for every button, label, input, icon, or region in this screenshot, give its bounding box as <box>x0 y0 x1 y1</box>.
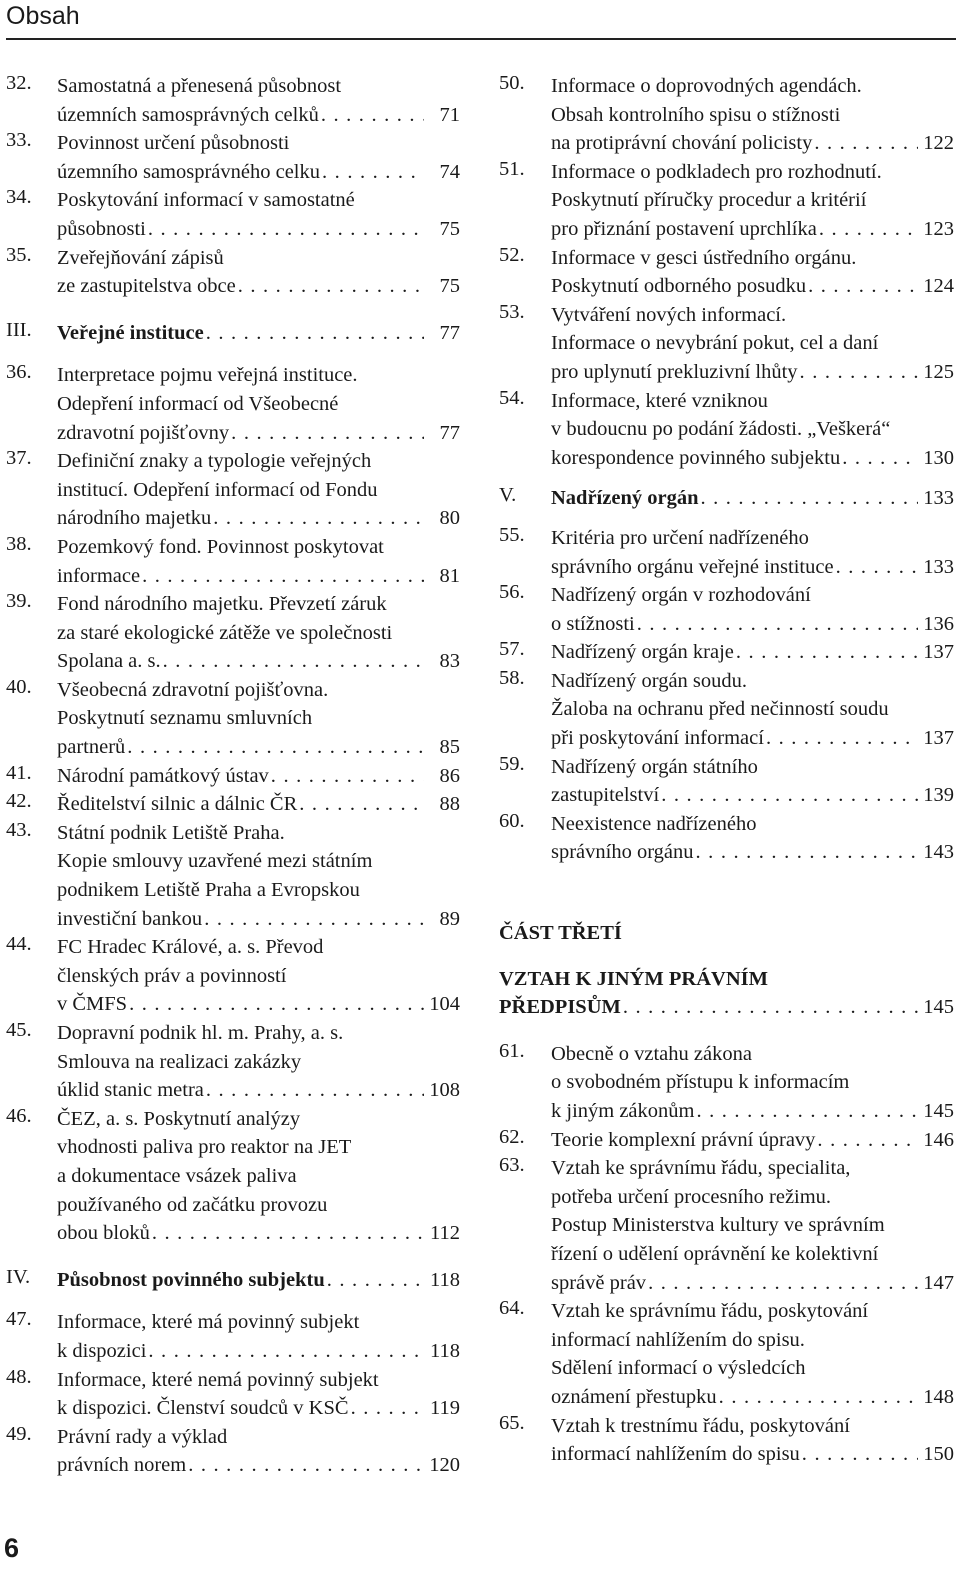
entry-number: 65. <box>499 1411 525 1434</box>
entry-title-line: Poskytnutí seznamu smluvních <box>57 707 313 730</box>
spacer <box>6 347 460 361</box>
toc-entry[interactable] <box>6 72 460 129</box>
entry-number: 47. <box>6 1308 32 1331</box>
toc-entry[interactable] <box>6 790 460 819</box>
entry-title-line: na protiprávní chování policisty <box>551 132 813 155</box>
entry-last-line <box>6 762 460 791</box>
entry-title-line: Interpretace pojmu veřejná instituce. <box>57 364 358 387</box>
entry-last-line <box>499 1126 954 1155</box>
toc-entry[interactable] <box>6 129 460 186</box>
leader-dots <box>206 1076 424 1105</box>
toc-entry[interactable] <box>6 447 460 533</box>
entry-last-line <box>499 272 954 301</box>
entry-title-line: územních samosprávných celků <box>57 103 319 126</box>
leader-dots <box>800 358 918 387</box>
toc-entry[interactable] <box>6 1308 460 1365</box>
entry-title-line: informací nahlížením do spisu. <box>551 1328 805 1351</box>
entry-page-number: 74 <box>439 160 460 183</box>
header-title: Obsah <box>6 2 80 30</box>
entry-number: 53. <box>499 300 525 323</box>
leader-dots <box>808 272 918 301</box>
entry-number: 49. <box>6 1422 32 1445</box>
entry-last-line <box>499 129 954 158</box>
entry-number: 40. <box>6 675 32 698</box>
entry-number: 58. <box>499 666 525 689</box>
entry-page-number: 104 <box>429 993 460 1016</box>
entry-title-line: informací nahlížením do spisu <box>551 1443 800 1466</box>
entry-title-line: Informace v gesci ústředního orgánu. <box>551 246 857 269</box>
entry-last-line <box>6 733 460 762</box>
entry-title-line: Obsah kontrolního spisu o stížnosti <box>551 103 841 126</box>
entry-title-line: používaného od začátku provozu <box>57 1193 328 1216</box>
part-heading: VZTAH K JINÝM PRÁVNÍM <box>499 967 768 990</box>
leader-dots <box>817 1126 918 1155</box>
toc-part-entry[interactable] <box>499 484 954 513</box>
entry-number: 63. <box>499 1154 525 1177</box>
leader-dots <box>719 1383 918 1412</box>
leader-dots <box>819 215 918 244</box>
entry-number: V. <box>499 484 517 507</box>
entry-title-line: pro přiznání postavení uprchlíka <box>551 217 817 240</box>
entry-page-number: 139 <box>923 784 954 807</box>
entry-number: 50. <box>499 72 525 94</box>
entry-number: 41. <box>6 761 32 784</box>
entry-page-number: 89 <box>439 907 460 930</box>
toc-part-entry[interactable] <box>6 319 460 348</box>
entry-last-line <box>6 215 460 244</box>
entry-last-line <box>6 319 460 348</box>
entry-number: 62. <box>499 1125 525 1148</box>
entry-page-number: 148 <box>923 1385 954 1408</box>
entry-number: 42. <box>6 790 32 813</box>
entry-page-number: 147 <box>923 1271 954 1294</box>
entry-last-line <box>499 553 954 582</box>
leader-dots <box>231 419 424 448</box>
entry-title-line: Informace o nevybrání pokut, cel a daní <box>551 332 879 355</box>
entry-number: 51. <box>499 157 525 180</box>
leader-dots <box>321 101 424 130</box>
entry-page-number: 122 <box>923 132 954 155</box>
entry-title-line: Nadřízený orgán <box>551 487 699 510</box>
entry-number: 57. <box>499 638 525 661</box>
entry-number: 35. <box>6 243 32 266</box>
spacer <box>499 948 954 965</box>
toc-entry[interactable] <box>499 158 954 244</box>
leader-dots <box>766 724 918 753</box>
entry-number: 38. <box>6 532 32 555</box>
entry-page-number: 145 <box>923 996 954 1019</box>
leader-dots <box>623 993 918 1022</box>
entry-last-line <box>6 1219 460 1248</box>
entry-title-line: Zveřejňování zápisů <box>57 246 224 269</box>
entry-title-line: o svobodném přístupu k informacím <box>551 1071 850 1094</box>
toc-entry[interactable] <box>6 244 460 301</box>
leader-dots <box>327 1266 424 1295</box>
leader-dots <box>696 838 918 867</box>
leader-dots <box>152 1219 424 1248</box>
entry-title-line: k dispozici <box>57 1339 147 1362</box>
leader-dots <box>696 1097 918 1126</box>
entry-number: 59. <box>499 752 525 775</box>
leader-dots <box>836 553 918 582</box>
entry-title-line: Teorie komplexní právní úpravy <box>551 1128 816 1151</box>
entry-title-line: Spolana a. s. <box>57 650 161 673</box>
entry-title-line: národního majetku <box>57 507 212 530</box>
toc-entry[interactable] <box>499 1412 954 1469</box>
toc-entry[interactable] <box>6 762 460 791</box>
entry-last-line <box>499 781 954 810</box>
leader-dots <box>299 790 424 819</box>
toc-entry[interactable] <box>499 524 954 581</box>
entry-last-line <box>499 1269 954 1298</box>
toc-entry[interactable] <box>6 933 460 1019</box>
entry-number: 56. <box>499 581 525 604</box>
entry-last-line <box>6 1076 460 1105</box>
toc-entry[interactable] <box>499 1297 954 1411</box>
entry-number: 45. <box>6 1019 32 1041</box>
entry-title-line: Ředitelství silnic a dálnic ČR <box>57 793 298 816</box>
entry-last-line <box>6 1266 460 1295</box>
entry-last-line <box>499 993 954 1022</box>
entry-title-line: partnerů <box>57 736 126 759</box>
entry-title-line: ČEZ, a. s. Poskytnutí analýzy <box>57 1107 301 1130</box>
toc-entry[interactable] <box>6 533 460 590</box>
entry-title-line: Sdělení informací o výsledcích <box>551 1357 806 1380</box>
entry-number: 36. <box>6 361 32 384</box>
entry-title-line: Informace o podkladech pro rozhodnutí. <box>551 160 882 183</box>
entry-title-line: správního orgánu <box>551 841 694 864</box>
leader-dots <box>648 1269 918 1298</box>
entry-title-line: Všeobecná zdravotní pojišťovna. <box>57 678 329 701</box>
entry-page-number: 85 <box>439 736 460 759</box>
leader-dots <box>129 990 424 1019</box>
entry-last-line <box>6 504 460 533</box>
entry-title-line: úklid stanic metra <box>57 1079 204 1102</box>
leader-dots <box>204 905 424 934</box>
toc-entry[interactable] <box>6 186 460 243</box>
spacer <box>499 472 954 484</box>
entry-title-line: k dispozici. Členství soudců v KSČ <box>57 1397 349 1420</box>
entry-title-line: k jiným zákonům <box>551 1100 695 1122</box>
leader-dots <box>842 444 918 473</box>
entry-title-line: Poskytování informací v samostatné <box>57 189 355 212</box>
entry-title-line: Samostatná a přenesená působnost <box>57 75 342 97</box>
entry-page-number: 119 <box>430 1397 460 1420</box>
entry-title-line: zastupitelství <box>551 784 660 807</box>
entry-number: 43. <box>6 818 32 841</box>
toc-entry[interactable] <box>499 1154 954 1297</box>
toc-entry[interactable] <box>499 301 954 387</box>
entry-title-line: potřeba určení procesního režimu. <box>551 1185 832 1208</box>
entry-title-line: Poskytnutí příručky procedur a kritérií <box>551 189 867 212</box>
entry-number: 55. <box>499 523 525 546</box>
entry-last-line <box>499 358 954 387</box>
toc-part-entry[interactable] <box>499 993 954 1022</box>
toc-entry[interactable] <box>6 1105 460 1248</box>
entry-title-line: Smlouva na realizaci zakázky <box>57 1050 302 1073</box>
entry-last-line <box>6 562 460 591</box>
entry-last-line <box>499 638 954 667</box>
entry-title-line: Národní památkový ústav <box>57 764 269 787</box>
entry-title-line: Obecně o vztahu zákona <box>551 1042 752 1065</box>
entry-page-number: 77 <box>439 321 460 344</box>
entry-title-line: v ČMFS <box>57 993 128 1016</box>
entry-title-line: Dopravní podnik hl. m. Prahy, a. s. <box>57 1022 344 1044</box>
toc-entry[interactable] <box>6 819 460 933</box>
entry-title-line: řízení o udělení oprávnění ke kolektivní <box>551 1242 879 1265</box>
entry-last-line <box>499 838 954 867</box>
entry-page-number: 118 <box>430 1268 460 1291</box>
entry-title-line: Poskytnutí odborného posudku <box>551 275 807 298</box>
entry-last-line <box>499 724 954 753</box>
entry-page-number: 145 <box>923 1100 954 1122</box>
entry-number: 64. <box>499 1297 525 1320</box>
toc-entry[interactable] <box>6 676 460 762</box>
entry-page-number: 130 <box>923 446 954 469</box>
entry-number: 61. <box>499 1039 525 1062</box>
entry-title-line: Vztah k trestnímu řádu, poskytování <box>551 1414 850 1437</box>
entry-page-number: 133 <box>923 487 954 510</box>
entry-title-line: ze zastupitelstva obce <box>57 275 236 298</box>
leader-dots <box>213 504 424 533</box>
entry-title-line: při poskytování informací <box>551 727 764 750</box>
spacer <box>6 1248 460 1266</box>
entry-last-line <box>499 484 954 513</box>
entry-page-number: 86 <box>439 764 460 787</box>
entry-title-line: pro uplynutí prekluzivní lhůty <box>551 360 798 383</box>
entry-title-line: korespondence povinného subjektu <box>551 446 841 469</box>
entry-page-number: 143 <box>923 841 954 864</box>
entry-page-number: 137 <box>923 641 954 664</box>
entry-title-line: investiční bankou <box>57 907 203 930</box>
spacer <box>499 867 954 919</box>
entry-number: 37. <box>6 447 32 470</box>
part-heading: ČÁST TŘETÍ <box>499 922 622 945</box>
toc-entry[interactable] <box>6 1423 460 1480</box>
running-header <box>6 0 956 40</box>
entry-page-number: 71 <box>439 103 460 126</box>
entry-page-number: 83 <box>439 650 460 673</box>
entry-last-line <box>499 215 954 244</box>
entry-title-line: členských práv a povinností <box>57 964 287 987</box>
toc-entry[interactable] <box>499 667 954 753</box>
entry-title-line: Neexistence nadřízeného <box>551 812 757 835</box>
leader-dots <box>814 129 918 158</box>
entry-title-line: Fond národního majetku. Převzetí záruk <box>57 593 387 616</box>
entry-page-number: 133 <box>923 555 954 578</box>
entry-number: 54. <box>499 386 525 409</box>
toc-entry[interactable] <box>499 638 954 667</box>
entry-number: 33. <box>6 129 32 152</box>
leader-dots <box>142 562 424 591</box>
entry-page-number: 124 <box>923 275 954 298</box>
entry-page-number: 123 <box>923 217 954 240</box>
leader-dots <box>148 1337 424 1366</box>
toc-entry[interactable] <box>499 387 954 473</box>
entry-last-line <box>499 610 954 639</box>
entry-title-line: za staré ekologické zátěže ve společnosti <box>57 621 393 644</box>
entry-title-line: informace <box>57 564 141 587</box>
entry-last-line <box>6 905 460 934</box>
entry-title-line: o stížnosti <box>551 612 635 635</box>
entry-page-number: 150 <box>923 1443 954 1466</box>
entry-number: 32. <box>6 72 32 94</box>
entry-number: 39. <box>6 590 32 613</box>
entry-page-number: 108 <box>429 1079 460 1102</box>
entry-title-line: Státní podnik Letiště Praha. <box>57 821 285 844</box>
entry-title-line: správního orgánu veřejné instituce <box>551 555 834 578</box>
entry-last-line <box>499 1383 954 1412</box>
leader-dots <box>206 319 424 348</box>
entry-last-line <box>6 990 460 1019</box>
toc-entry[interactable] <box>499 810 954 867</box>
entry-title-line: Informace, které nemá povinný subjekt <box>57 1368 379 1391</box>
entry-page-number: 125 <box>923 360 954 383</box>
toc-entry[interactable] <box>6 590 460 676</box>
entry-title-line: oznámení přestupku <box>551 1385 717 1408</box>
toc-entry[interactable] <box>6 1019 460 1105</box>
entry-number: 48. <box>6 1365 32 1388</box>
entry-page-number: 75 <box>439 275 460 298</box>
entry-title-line: a dokumentace vsázek paliva <box>57 1164 297 1187</box>
entry-title-line: Povinnost určení působnosti <box>57 132 290 155</box>
leader-dots <box>188 1451 424 1480</box>
spacer <box>499 513 954 524</box>
entry-page-number: 136 <box>923 612 954 635</box>
spacer <box>499 1022 954 1040</box>
entry-last-line <box>499 1097 954 1126</box>
entry-last-line <box>6 272 460 301</box>
entry-page-number: 118 <box>430 1339 460 1362</box>
entry-title-line: Definiční znaky a typologie veřejných <box>57 450 372 473</box>
entry-title-line: Nadřízený orgán státního <box>551 755 758 778</box>
entry-title-line: Odepření informací od Všeobecné <box>57 392 339 415</box>
toc-entry[interactable] <box>499 1126 954 1155</box>
page-number: 6 <box>4 1533 20 1563</box>
entry-title-line: podnikem Letiště Praha a Evropskou <box>57 879 360 902</box>
toc-entry[interactable] <box>499 244 954 301</box>
toc-entry[interactable] <box>499 1040 954 1126</box>
entry-title-line: Nadřízený orgán kraje <box>551 641 734 664</box>
entry-last-line <box>6 1451 460 1480</box>
entry-number: 52. <box>499 243 525 266</box>
spacer <box>6 1294 460 1308</box>
entry-title-line: Žaloba na ochranu před nečinností soudu <box>551 698 889 721</box>
entry-title-line: obou bloků <box>57 1222 150 1245</box>
entry-number: 46. <box>6 1104 32 1127</box>
entry-title-line: FC Hradec Králové, a. s. Převod <box>57 936 324 959</box>
leader-dots <box>736 638 918 667</box>
entry-last-line <box>6 1337 460 1366</box>
entry-last-line <box>6 158 460 187</box>
entry-title-line: právních norem <box>57 1454 187 1477</box>
spacer <box>6 301 460 319</box>
leader-dots <box>322 158 424 187</box>
entry-page-number: 77 <box>439 421 460 444</box>
entry-last-line <box>6 101 460 130</box>
leader-dots <box>351 1394 424 1423</box>
entry-title-line: Vztah ke správnímu řádu, poskytování <box>551 1300 869 1323</box>
toc-right-column <box>499 72 954 1469</box>
entry-title-line: Nadřízený orgán v rozhodování <box>551 584 811 607</box>
entry-title-line: Působnost povinného subjektu <box>57 1268 325 1291</box>
entry-number: 60. <box>499 809 525 832</box>
entry-page-number: 75 <box>439 217 460 240</box>
leader-dots <box>700 484 918 513</box>
leader-dots <box>271 762 424 791</box>
entry-page-number: 88 <box>439 793 460 816</box>
entry-last-line <box>499 444 954 473</box>
entry-page-number: 120 <box>429 1454 460 1477</box>
leader-dots <box>127 733 424 762</box>
toc-entry[interactable] <box>6 1366 460 1423</box>
leader-dots <box>637 610 918 639</box>
entry-last-line <box>499 1440 954 1469</box>
leader-dots <box>238 272 424 301</box>
entry-title-line: Právní rady a výklad <box>57 1425 228 1448</box>
toc-part-entry[interactable] <box>6 1266 460 1295</box>
entry-title-line: PŘEDPISŮM <box>499 996 621 1019</box>
entry-title-line: působnosti <box>57 217 146 240</box>
entry-number: III. <box>6 318 32 341</box>
entry-page-number: 112 <box>430 1222 460 1245</box>
entry-title-line: Pozemkový fond. Povinnost poskytovat <box>57 535 384 558</box>
toc-entry[interactable] <box>499 72 954 158</box>
toc-left-column <box>6 72 460 1480</box>
leader-dots <box>148 215 424 244</box>
entry-title-line: územního samosprávného celku <box>57 160 321 183</box>
entry-number: 44. <box>6 933 32 956</box>
entry-title-line: zdravotní pojišťovny <box>57 421 230 444</box>
entry-page-number: 137 <box>923 727 954 750</box>
entry-last-line <box>6 1394 460 1423</box>
toc-entry[interactable] <box>499 581 954 638</box>
entry-page-number: 146 <box>923 1128 954 1151</box>
entry-title-line: Kritéria pro určení nadřízeného <box>551 526 809 549</box>
entry-last-line <box>6 790 460 819</box>
toc-entry[interactable] <box>6 361 460 447</box>
toc-entry[interactable] <box>499 753 954 810</box>
entry-title-line: institucí. Odepření informací od Fondu <box>57 478 378 501</box>
entry-title-line: Nadřízený orgán soudu. <box>551 669 748 692</box>
entry-page-number: 81 <box>439 564 460 587</box>
entry-last-line <box>6 647 460 676</box>
entry-number: 34. <box>6 186 32 209</box>
leader-dots <box>661 781 918 810</box>
entry-title-line: Vytváření nových informací. <box>551 303 787 326</box>
entry-title-line: Informace, které má povinný subjekt <box>57 1311 360 1334</box>
entry-number: IV. <box>6 1265 31 1288</box>
leader-dots <box>163 647 424 676</box>
entry-page-number: 80 <box>439 507 460 530</box>
entry-title-line: Informace, které vzniknou <box>551 389 768 412</box>
leader-dots <box>802 1440 918 1469</box>
entry-title-line: Informace o doprovodných agendách. <box>551 75 862 97</box>
entry-title-line: Veřejné instituce <box>57 321 204 344</box>
entry-title-line: Kopie smlouvy uzavřené mezi státním <box>57 850 373 873</box>
entry-title-line: vhodnosti paliva pro reaktor na JET <box>57 1136 352 1159</box>
entry-last-line <box>6 419 460 448</box>
entry-title-line: Postup Ministerstva kultury ve správním <box>551 1214 885 1237</box>
entry-title-line: správě práv <box>551 1271 647 1294</box>
entry-title-line: v budoucnu po podání žádosti. „Veškerá“ <box>551 418 891 441</box>
entry-title-line: Vztah ke správnímu řádu, specialita, <box>551 1157 851 1180</box>
